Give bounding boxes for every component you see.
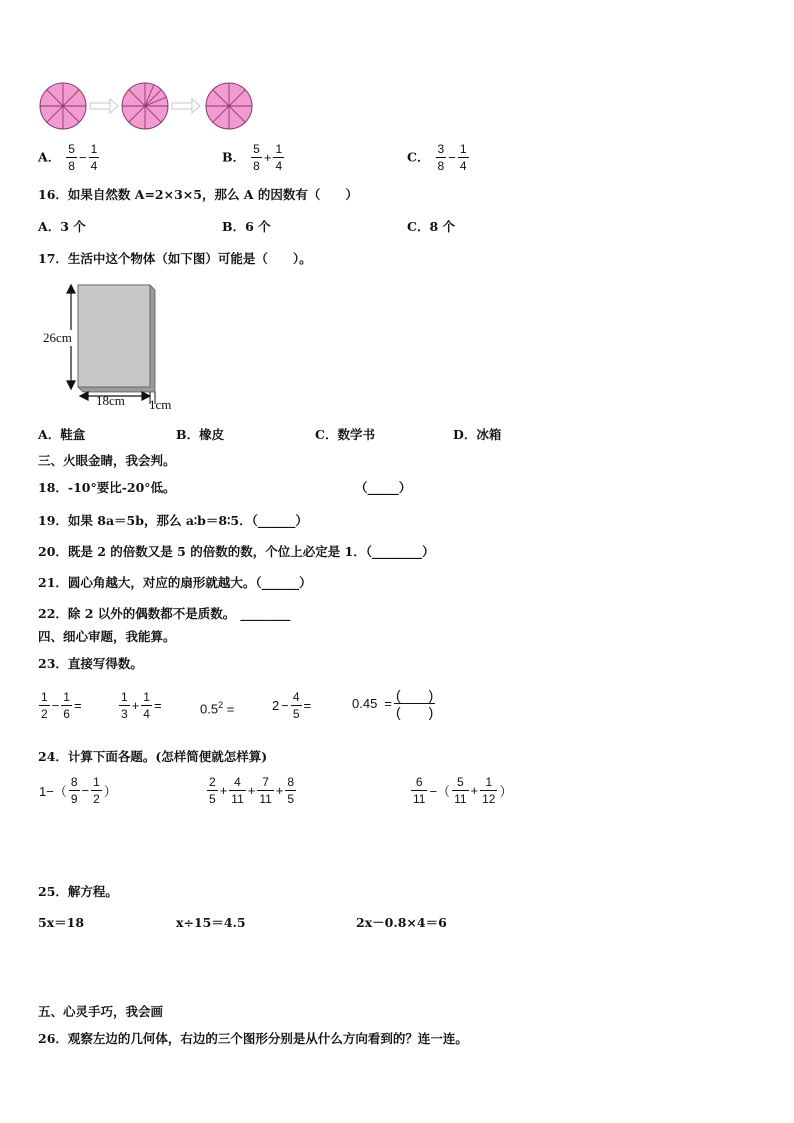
fraction: $\frac{8}{9}$ xyxy=(70,775,78,806)
fraction-pies-figure xyxy=(36,82,258,132)
q25-equation-1[interactable]: 5x＝18 xyxy=(38,915,85,930)
q20-answer-blank[interactable]: （________） xyxy=(365,544,435,559)
q20-row xyxy=(38,541,435,560)
q16-option-c[interactable]: C．8 个 xyxy=(407,219,455,234)
fraction: $\frac{3}{8}$ xyxy=(437,142,445,173)
q19-answer-blank[interactable]: （______） xyxy=(251,513,308,528)
section-4-heading: 四、细心审题，我能算。 xyxy=(38,629,176,644)
q23-question: 23．直接写得数。 xyxy=(38,656,143,671)
q22-answer-blank[interactable]: ________ xyxy=(240,606,291,621)
q17-option-d[interactable]: D．冰箱 xyxy=(453,427,502,442)
fraction: $\frac{1}{4}$ xyxy=(90,142,98,173)
option-a-label: A． xyxy=(38,149,61,165)
q23-expr-2[interactable]: $\frac{1}{3}$ + $\frac{1}{4}$ = xyxy=(121,690,162,721)
q16-option-b[interactable]: B．6 个 xyxy=(222,219,271,234)
pie-1 xyxy=(40,83,86,129)
q19-statement: 19．如果 8a＝5b，那么 a∶b＝8∶5． xyxy=(38,513,252,528)
arrow-2 xyxy=(172,99,200,113)
q26-question: 26．观察左边的几何体，右边的三个图形分别是从什么方向看到的？连一连。 xyxy=(38,1031,468,1046)
pie-2 xyxy=(122,83,168,129)
q23-expr-3[interactable]: $0.5^2$ = xyxy=(200,700,235,717)
q17-option-c[interactable]: C．数学书 xyxy=(315,427,375,442)
book-face xyxy=(78,285,150,387)
option-b-label: B． xyxy=(222,149,246,165)
fraction: $\frac{7}{11}$ xyxy=(259,775,272,806)
q23-expr-4[interactable]: 2 − $\frac{4}{5}$ = xyxy=(272,690,312,721)
q24-expr-1[interactable]: 1−（ $\frac{8}{9}$ − $\frac{1}{2}$ ） xyxy=(39,775,117,806)
q25-equation-2[interactable]: x÷15＝4.5 xyxy=(176,915,246,930)
fraction: $\frac{1}{4}$ xyxy=(275,142,283,173)
fraction: $\frac{2}{5}$ xyxy=(209,775,216,806)
fraction: $\frac{1}{3}$ xyxy=(121,690,128,721)
section-5-heading: 五、心灵手巧，我会画 xyxy=(38,1004,164,1019)
q23-expr-1[interactable]: $\frac{1}{2}$ − $\frac{1}{6}$ = xyxy=(41,690,82,721)
fraction: $\frac{1}{4}$ xyxy=(143,690,150,721)
q21-row xyxy=(38,572,312,591)
q24-question: 24．计算下面各题。(怎样简便就怎样算) xyxy=(38,749,268,764)
fraction: $\frac{8}{5}$ xyxy=(287,775,295,806)
pie-3 xyxy=(206,83,252,129)
fraction: $\frac{1}{12}$ xyxy=(482,775,496,806)
fraction: $\frac{5}{8}$ xyxy=(253,142,260,173)
q25-equation-3[interactable]: 2x－0.8×4＝6 xyxy=(356,915,447,930)
book-height-label: 26cm xyxy=(43,330,72,345)
q16-question: 16．如果自然数 A=2×3×5，那么 A 的因数有（ ） xyxy=(38,187,358,202)
fraction: $\frac{5}{11}$ xyxy=(454,775,467,806)
q21-statement: 21．圆心角越大，对应的扇形就越大。 xyxy=(38,575,256,590)
fraction: $\frac{1}{2}$ xyxy=(41,690,48,721)
fraction: $\frac{1}{2}$ xyxy=(93,775,100,806)
q17-question: 17．生活中这个物体（如下图）可能是（ ）。 xyxy=(38,251,312,266)
q16-option-a[interactable]: A．3 个 xyxy=(38,219,86,234)
q15-option-a[interactable]: A． $\frac{5}{8}$ − $\frac{1}{4}$ xyxy=(38,142,98,173)
option-c-label: C． xyxy=(407,149,430,165)
q15-option-b[interactable]: B． $\frac{5}{8}$ + $\frac{1}{4}$ xyxy=(222,142,283,173)
book-width-label: 18cm xyxy=(96,393,125,408)
q25-question: 25．解方程。 xyxy=(38,884,118,899)
q17-option-b[interactable]: B．橡皮 xyxy=(176,427,225,442)
q15-option-c[interactable]: C． $\frac{3}{8}$ − $\frac{1}{4}$ xyxy=(407,142,467,173)
fraction: $\frac{5}{8}$ xyxy=(68,142,75,173)
book-figure xyxy=(40,282,190,412)
fraction-blank[interactable]: $\frac{( )}{( )}$ xyxy=(396,687,434,720)
q22-row xyxy=(38,603,290,622)
fraction: $\frac{4}{11}$ xyxy=(231,775,244,806)
q23-expr-5[interactable]: 0.45 = $\frac{( )}{( )}$ xyxy=(352,687,434,720)
fraction: $\frac{4}{5}$ xyxy=(292,690,300,721)
q24-expr-3[interactable]: $\frac{6}{11}$ −（ $\frac{5}{11}$ + $\frac{1}{12}$ ） xyxy=(413,775,513,806)
section-3-heading: 三、火眼金睛，我会判。 xyxy=(38,453,176,468)
q22-statement: 22．除 2 以外的偶数都不是质数。 xyxy=(38,606,236,621)
q17-option-a[interactable]: A．鞋盒 xyxy=(38,427,86,442)
q18-statement: 18．-10°要比-20°低。 xyxy=(38,480,176,495)
fraction: $\frac{1}{4}$ xyxy=(459,142,467,173)
fraction: $\frac{6}{11}$ xyxy=(413,775,426,806)
book-depth-label: 1cm xyxy=(149,397,172,412)
q24-expr-2[interactable]: $\frac{2}{5}$ + $\frac{4}{11}$ + $\frac{7}{11}$ + $\frac{8}{5}$ xyxy=(209,775,295,806)
arrow-1 xyxy=(90,99,118,113)
q18-answer-blank[interactable]: （_____） xyxy=(355,480,412,495)
q19-row xyxy=(38,510,308,529)
fraction: $\frac{1}{6}$ xyxy=(63,690,70,721)
q21-answer-blank[interactable]: （______） xyxy=(255,575,312,590)
q20-statement: 20．既是 2 的倍数又是 5 的倍数的数，个位上必定是 1． xyxy=(38,544,366,559)
